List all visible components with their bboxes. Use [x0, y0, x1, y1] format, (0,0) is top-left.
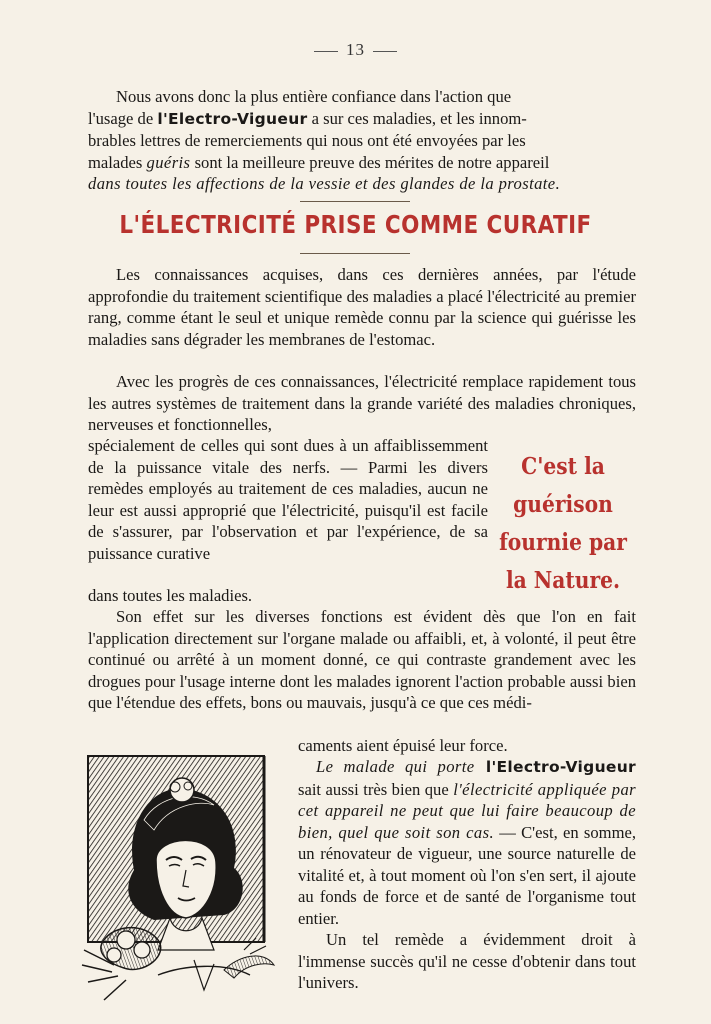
intro-l4-after: sont la meilleure preuve des mérites de notre appareil — [190, 152, 550, 172]
paragraph-progress-wrap: spécialement de celles qui sont dues à un affaiblissemment de la puissance vitale des nerfs. — Parmi les divers remèdes employés au traitement de ces maladies, aucun ne leur est aussi approprié que l'électricité, puisqu'il est facile de s'assurer, par l'observation et par l'expérience, de sa puissance curative — [88, 436, 488, 563]
intro-line-4 — [88, 152, 636, 174]
paragraph-progress-end: dans toutes les maladies. — [88, 586, 253, 605]
pull-quote-line-4: la Nature. — [505, 567, 621, 594]
intro-l4-before: malades — [88, 152, 147, 172]
intro-line-5: dans toutes les affections de la vessie et des glandes de la prostate. — [88, 174, 561, 193]
page-number-dash-right — [373, 51, 397, 52]
wearer-italic-2: l'électricité appliquée par cet appareil ne peut que lui faire beaucoup de bien, quel que soit son cas. — [298, 779, 636, 842]
intro-line-3: brables lettres de remerciements qui nous ont été envoyées par les — [88, 131, 526, 150]
brand-name: l'Electro-Vigueur — [157, 109, 308, 128]
intro-l4-italic: guéris — [146, 152, 191, 172]
divider-top — [300, 201, 410, 202]
woman-portrait-engraving — [74, 750, 286, 1012]
pull-quote-line-1: C'est la — [521, 453, 605, 480]
wearer-text-1: sait aussi très bien que — [298, 779, 454, 799]
page-number-value: 13 — [346, 40, 365, 59]
paragraph-progress-start: Avec les progrès de ces connaissances, l'électricité remplace rapidement tous les autres systèmes de traitement dans la grande variété des maladies chroniques, nerveuses et fonctionnelles, — [88, 372, 636, 434]
pull-quote — [499, 448, 627, 600]
paragraph-effect-end: caments aient épuisé leur force. — [298, 736, 508, 755]
intro-line-2 — [88, 108, 636, 131]
intro-line-1: Nous avons donc la plus entière confiance dans l'action que — [116, 87, 512, 106]
page-number-dash-left — [314, 51, 338, 52]
pull-quote-line-3: fournie par — [499, 529, 627, 556]
paragraph-effect: Son effet sur les diverses fonctions est évident dès que l'on en fait l'application directement sur l'organe malade ou affaibli, et, à volonté, il peut être continué ou arrêté à un moment donné, ce qui contraste grandement avec les drogues pour l'usage interne dont les malades ignorent l'action probable aussi bien que l'étendue des effets, bons ou mauvais, jusqu'à ce que ces médi- — [88, 607, 636, 712]
intro-l2-after: a sur ces maladies, et les innom- — [307, 108, 527, 128]
divider-bottom — [300, 253, 410, 254]
brand-name-2: l'Electro-Vigueur — [474, 758, 636, 776]
paragraph-wearer — [298, 756, 636, 994]
wearer-text-2: — C'est, en somme, un rénovateur de vigueur, une source naturelle de vitalité et, à tout moment où l'on s'en sert, il ajoute au fonds de force et de santé de l'organisme tout entier. — [298, 822, 637, 928]
paragraph-knowledge: Les connaissances acquises, dans ces dernières années, par l'étude approfondie du traitement scientifique des maladies a placé l'électricité au premier rang, comme étant le seul et unique remède connu par la science qui guérisse les maladies sans dégrader les membranes de l'estomac. — [88, 265, 636, 349]
paragraph-success: Un tel remède a évidemment droit à l'immense succès qu'il ne cesse d'obtenir dans tout l'univers. — [298, 930, 636, 992]
pull-quote-line-2: guérison — [513, 491, 613, 518]
paragraph-intro — [88, 86, 636, 195]
wearer-italic-1: Le malade qui porte — [316, 757, 475, 776]
section-headline: L'ÉLECTRICITÉ PRISE COMME CURATIF — [119, 210, 592, 239]
page-number — [0, 40, 711, 60]
intro-l2-before: l'usage de — [88, 108, 158, 128]
